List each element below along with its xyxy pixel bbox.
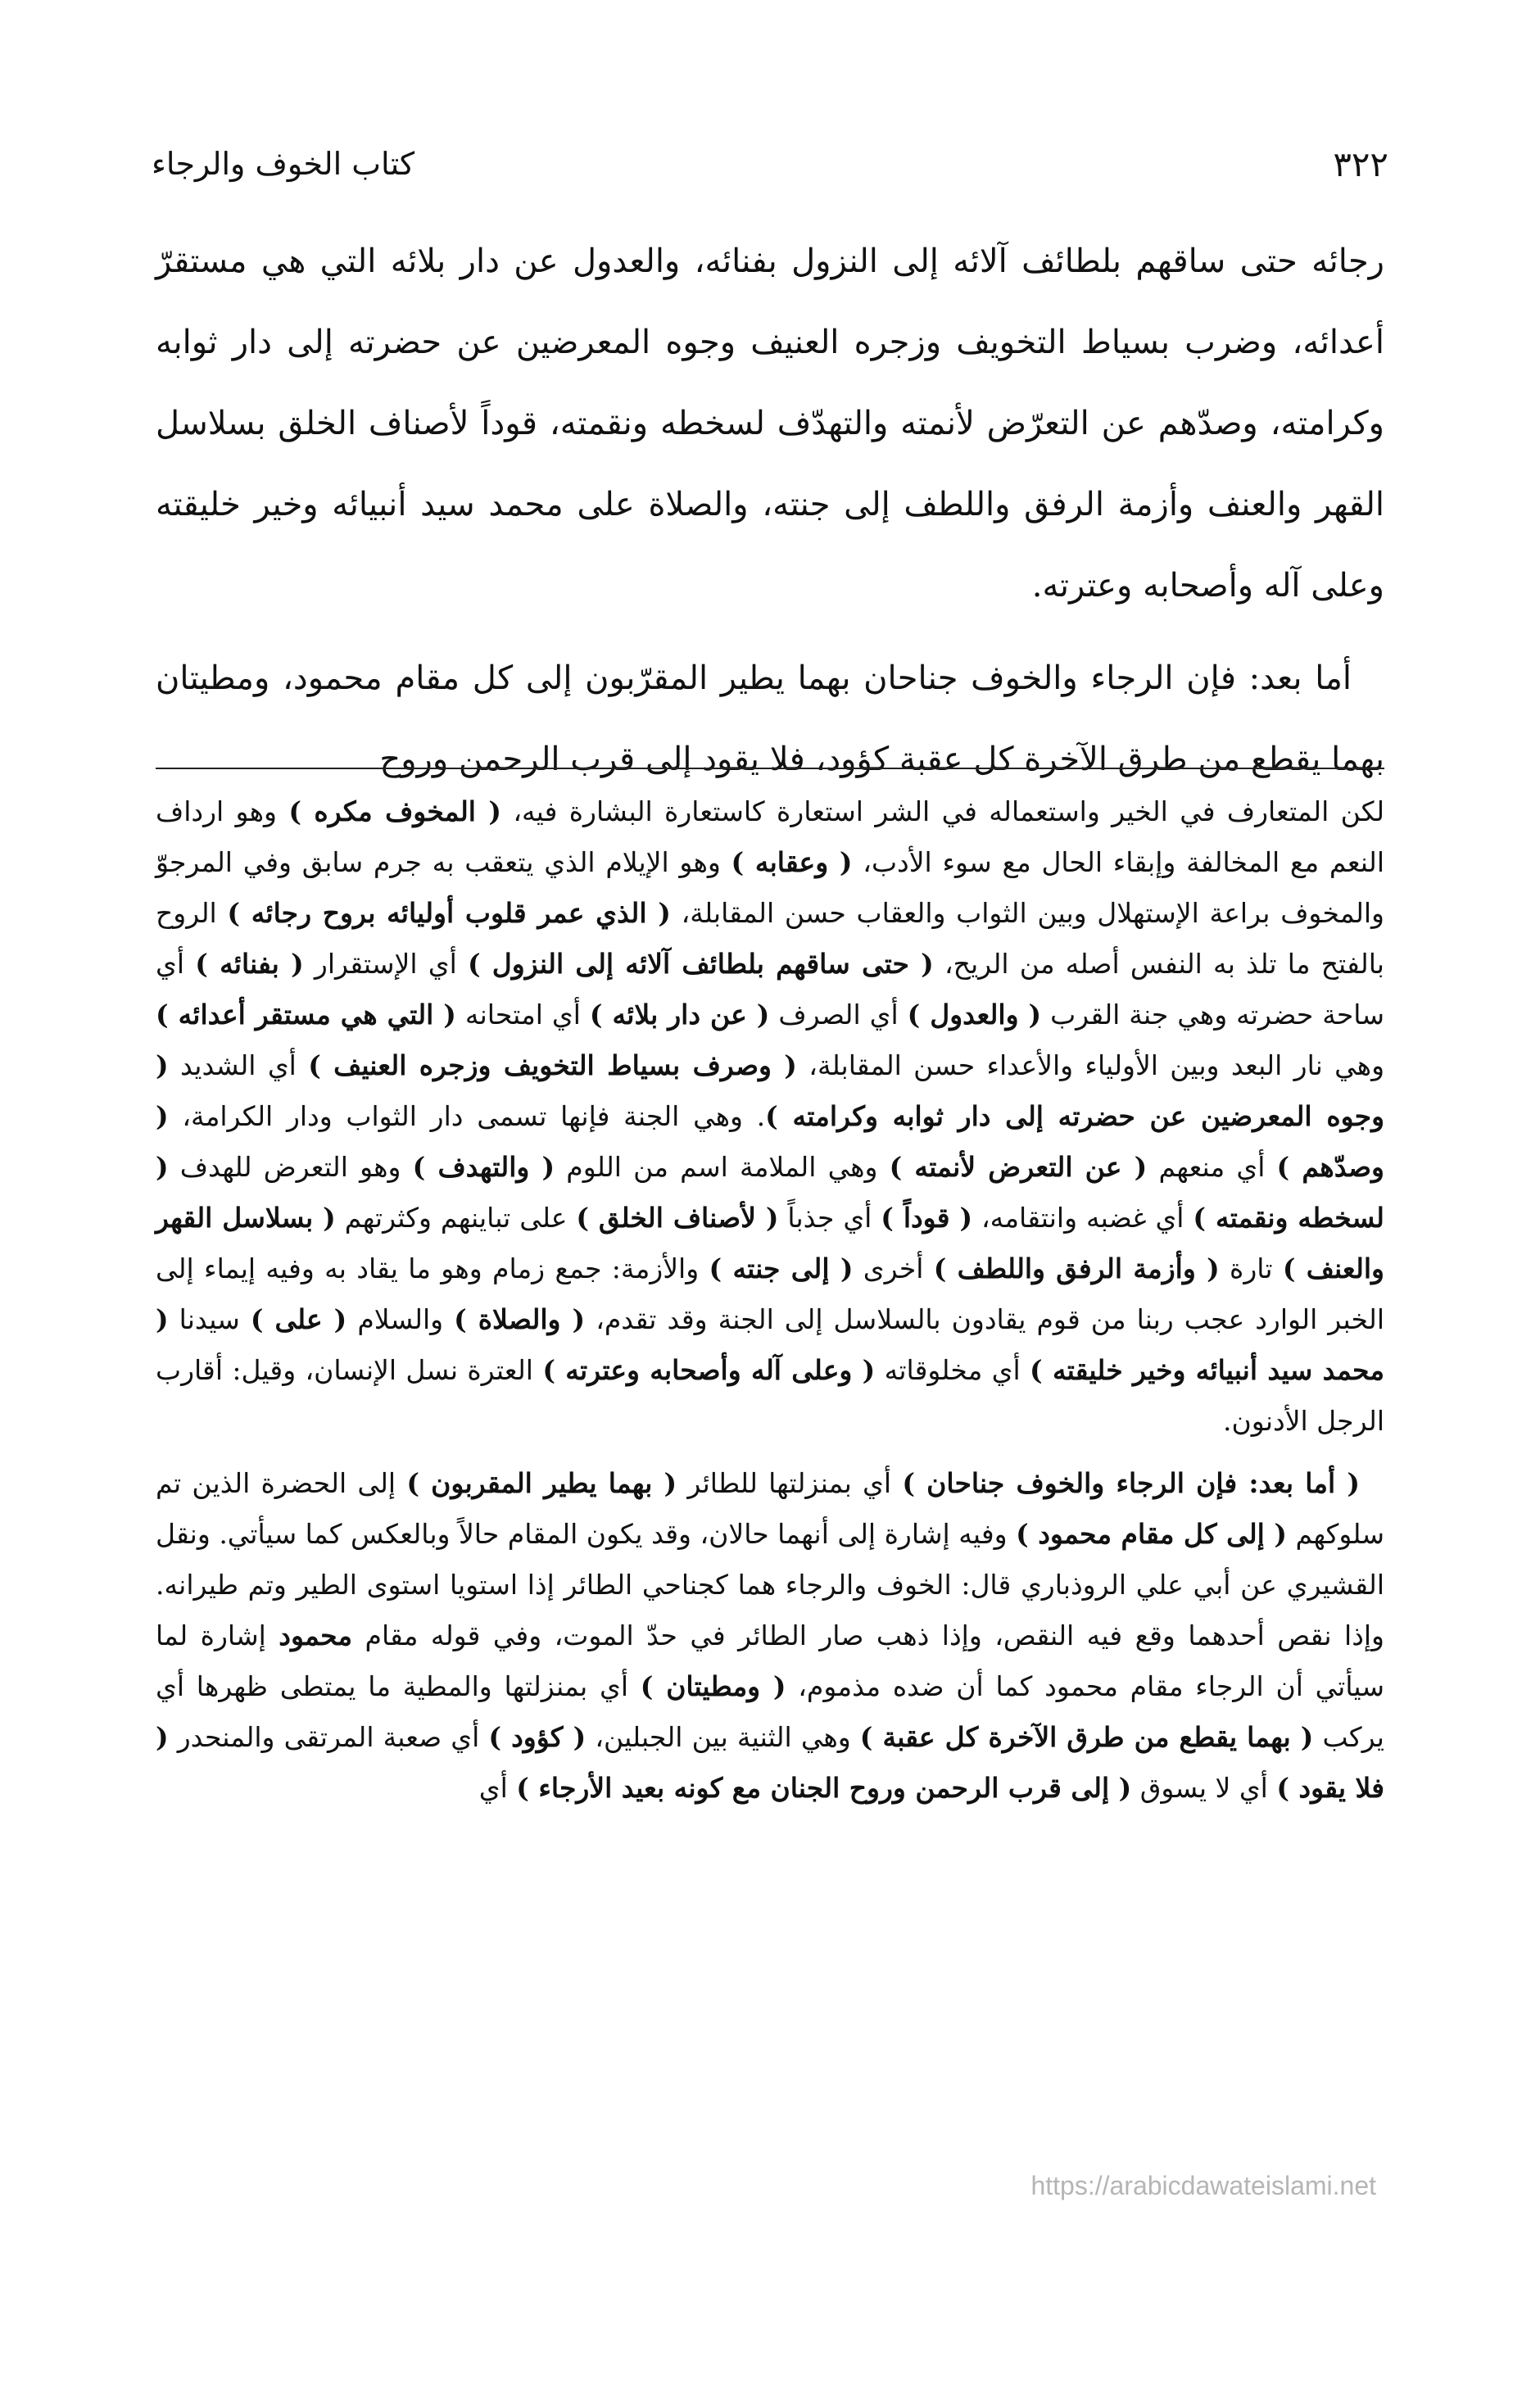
quoted-phrase: ( وعقابه ) bbox=[731, 846, 853, 878]
quoted-phrase: ( ومطيتان ) bbox=[640, 1670, 786, 1702]
quoted-phrase: ( إلى جنته ) bbox=[709, 1253, 854, 1284]
quoted-phrase: ( بسلاسل القهر والعنف ) bbox=[156, 1202, 1384, 1284]
quoted-phrase: ( وأزمة الرفق واللطف ) bbox=[933, 1253, 1220, 1284]
quoted-phrase: ( وعلى آله وأصحابه وعترته ) bbox=[542, 1354, 876, 1386]
commentary-text: وهو ارداف النعم مع المخالفة وإبقاء الحال مع سوء الأدب، bbox=[156, 795, 1384, 878]
book-title: كتاب الخوف والرجاء bbox=[152, 146, 415, 182]
quoted-phrase: ( فلا يقود ) bbox=[156, 1721, 1384, 1804]
commentary-text: وهي نار البعد وبين الأولياء والأعداء حسن المقابلة، bbox=[796, 1049, 1385, 1081]
quoted-phrase: ( التي هي مستقر أعدائه ) bbox=[156, 999, 456, 1031]
footnote-divider bbox=[156, 768, 1384, 769]
commentary-text: أي لا يسوق bbox=[1131, 1772, 1277, 1804]
quoted-phrase: ( إلى قرب الرحمن وروح الجنان مع كونه بعيد الأرجاء ) bbox=[516, 1772, 1132, 1804]
commentary-text: والأزمة: جمع زمام وهو ما يقاد به وفيه إيماء إلى الخبر الوارد عجب ربنا من قوم يقادون بالسلاسل إلى الجنة وقد تقدم، bbox=[156, 1253, 1385, 1335]
commentary-text: إلى الحضرة الذين تم سلوكهم bbox=[156, 1467, 1385, 1550]
quoted-phrase: ( عن دار بلائه ) bbox=[589, 999, 770, 1031]
watermark-url: https://arabicdawateislami.net bbox=[1030, 2171, 1376, 2200]
quoted-phrase: ( وصرف بسياط التخويف وزجره العنيف ) bbox=[308, 1049, 797, 1081]
quoted-phrase: ( وصدّهم ) bbox=[156, 1100, 1384, 1183]
quoted-phrase: ( بهما يقطع من طرق الآخرة كل عقبة ) bbox=[859, 1721, 1314, 1753]
main-paragraph: أما بعد: فإن الرجاء والخوف جناحان بهما يطير المقرّبون إلى كل مقام محمود، ومطيتان بهما يقطع من طرق الآخرة كل عقبة كؤود، فلا يقود إلى قرب الرحمن وروح bbox=[156, 659, 1384, 778]
quoted-phrase: ( بهما يطير المقربون ) bbox=[406, 1467, 677, 1499]
commentary-text: أي مخلوقاته bbox=[875, 1354, 1030, 1386]
commentary-text: وهي الثنية بين الجبلين، bbox=[586, 1721, 860, 1753]
quoted-phrase: ( قوداً ) bbox=[881, 1202, 973, 1234]
quoted-phrase: ( حتى ساقهم بلطائف آلائه إلى النزول ) bbox=[467, 948, 934, 980]
commentary-text: وفيه إشارة إلى أنهما حالان، وقد يكون المقام حالاً وبالعكس كما سيأتي. ونقل القشيري عن أبي علي الروذباري قال: الخوف والرجاء هما كجناحي الطائر إذا استويا استوى الطير وتم طيرانه. وإذا نقص أحدهما وقع فيه النقص، وإذا ذهب صار الطائر في حدّ الموت، وفي قوله مقام bbox=[156, 1518, 1384, 1651]
quoted-phrase: ( على ) bbox=[250, 1303, 347, 1335]
commentary-text: أي امتحانه bbox=[455, 999, 590, 1031]
quoted-phrase: ( المخوف مكره ) bbox=[288, 795, 501, 827]
commentary-text: على تباينهم وكثرتهم bbox=[335, 1202, 577, 1234]
commentary-text: أي الشديد bbox=[168, 1049, 309, 1081]
quoted-phrase: محمود bbox=[279, 1620, 353, 1651]
quoted-phrase: ( لأصناف الخلق ) bbox=[576, 1202, 779, 1234]
commentary-text: أي bbox=[478, 1772, 517, 1804]
main-paragraph: رجائه حتى ساقهم بلطائف آلائه إلى النزول بفنائه، والعدول عن دار بلائه التي هي مستقرّ أعدائه، وضرب بسياط التخويف وزجره العنيف وجوه المعرضين عن حضرته إلى دار ثوابه وكرامته، وصدّهم عن التعرّض لأنمته والتهدّف لسخطه ونقمته، قوداً لأصناف الخلق بسلاسل القهر والعنف وأزمة الرفق واللطف إلى جنته، والصلاة على محمد سيد أنبيائه وخير خليقته وعلى آله وأصحابه وعترته. bbox=[156, 242, 1384, 605]
commentary-text: العترة نسل الإنسان، وقيل: أقارب الرجل الأدنون. bbox=[156, 1354, 1384, 1437]
quoted-phrase: ( عن التعرض لأنمته ) bbox=[889, 1151, 1148, 1183]
quoted-phrase: ( بفنائه ) bbox=[195, 948, 304, 980]
commentary-text: سيدنا bbox=[168, 1303, 251, 1335]
commentary-text: أخرى bbox=[853, 1253, 934, 1284]
quoted-phrase: ( محمد سيد أنبيائه وخير خليقته ) bbox=[156, 1303, 1385, 1386]
quoted-phrase: ( والتهدف ) bbox=[412, 1151, 555, 1183]
quoted-phrase: ( أما بعد: فإن الرجاء والخوف جناحان ) bbox=[902, 1467, 1360, 1499]
commentary-text: وهو التعرض للهدف bbox=[168, 1151, 413, 1183]
commentary-paragraph bbox=[156, 1458, 1384, 1814]
main-text bbox=[156, 221, 1384, 800]
quoted-phrase: ( الذي عمر قلوب أوليائه بروح رجائه ) bbox=[227, 897, 671, 929]
commentary-text: أي الإستقرار bbox=[303, 948, 468, 980]
commentary-text: إشارة لما سيأتي أن الرجاء مقام محمود كما أن ضده مذموم، bbox=[156, 1620, 1385, 1702]
commentary-text: أي بمنزلتها والمطية ما يمتطى ظهرها أي يركب bbox=[156, 1670, 1384, 1753]
commentary-text: . وهي الجنة فإنها تسمى دار الثواب ودار الكرامة، bbox=[168, 1100, 766, 1132]
page-number: ٣٢٢ bbox=[1333, 143, 1388, 184]
quoted-phrase: ( إلى كل مقام محمود ) bbox=[1016, 1518, 1287, 1550]
quoted-phrase: ( لسخطه ونقمته ) bbox=[156, 1151, 1384, 1234]
commentary-text: الروح بالفتح ما تلذ به النفس أصله من الريح، bbox=[156, 897, 1384, 980]
commentary-text: أي منعهم bbox=[1147, 1151, 1277, 1183]
quoted-phrase: ( والعدول ) bbox=[907, 999, 1042, 1031]
commentary-text: والسلام bbox=[346, 1303, 455, 1335]
quoted-phrase: ( كؤود ) bbox=[488, 1721, 587, 1753]
quoted-phrase: ( وجوه المعرضين عن حضرته إلى دار ثوابه وكرامته ) bbox=[156, 1049, 1385, 1132]
commentary-text: أي غضبه وانتقامه، bbox=[972, 1202, 1194, 1234]
commentary-text: أي جذباً bbox=[778, 1202, 881, 1234]
commentary-text: وهي الملامة اسم من اللوم bbox=[555, 1151, 890, 1183]
commentary-text: أي الصرف bbox=[769, 999, 908, 1031]
quoted-phrase: ( والصلاة ) bbox=[454, 1303, 586, 1335]
commentary-text: وهو الإيلام الذي يتعقب به جرم سابق وفي المرجوّ والمخوف براعة الإستهلال وبين الثواب والعقاب حسن المقابلة، bbox=[156, 846, 1384, 929]
commentary-text: أي بمنزلتها للطائر bbox=[677, 1467, 903, 1499]
commentary-text: تارة bbox=[1219, 1253, 1283, 1284]
commentary-paragraph bbox=[156, 786, 1384, 1447]
commentary-text: أي ساحة حضرته وهي جنة القرب bbox=[156, 948, 1385, 1031]
page-header bbox=[152, 135, 1388, 193]
commentary-text: لكن المتعارف في الخير واستعماله في الشر استعارة كاستعارة البشارة فيه، bbox=[500, 795, 1385, 827]
commentary bbox=[156, 786, 1384, 1814]
commentary-text: أي صعبة المرتقى والمنحدر bbox=[168, 1721, 489, 1753]
